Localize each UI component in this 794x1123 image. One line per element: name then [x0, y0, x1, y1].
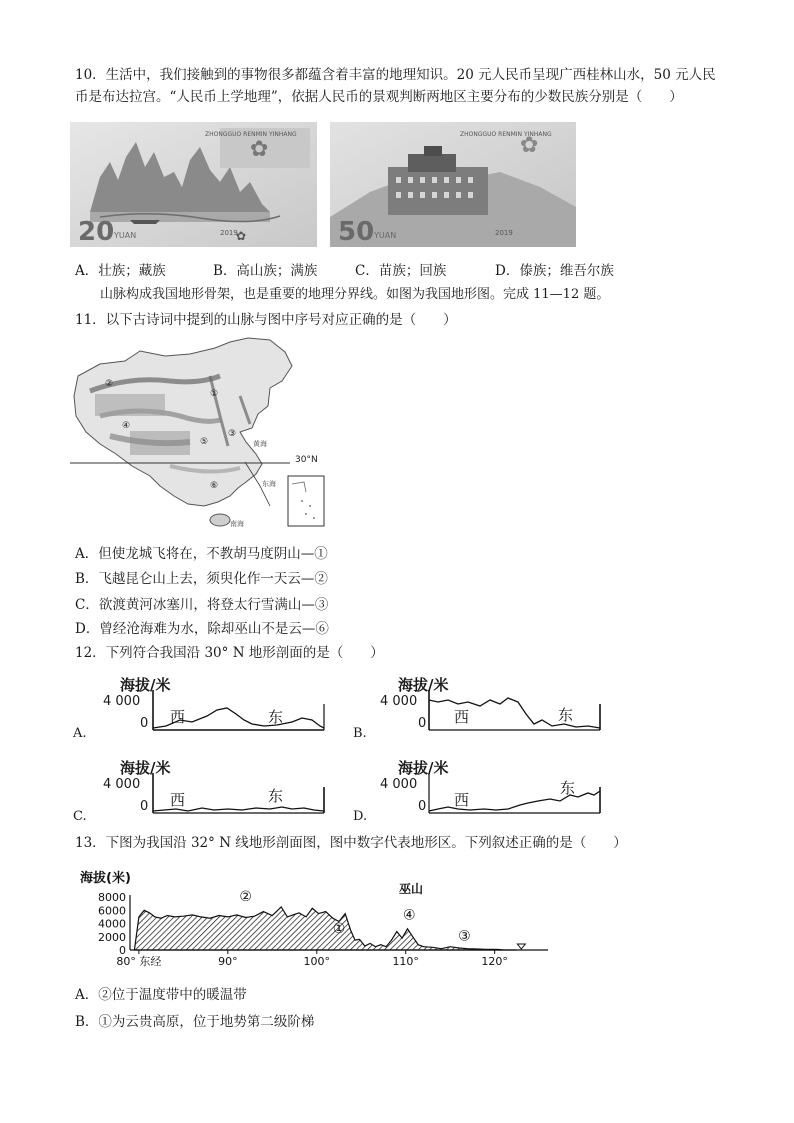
q13-xtick-label: 80° 东经: [116, 955, 162, 968]
q10-line2: 币是布达拉宫。“人民币上学地理”，依据人民币的景观判断两地区主要分布的少数民族分别是（ ）: [75, 89, 683, 105]
profile-a-ylabel: 海拔/米: [120, 676, 171, 694]
profile-a: [70, 672, 340, 742]
q13-wushan-label: 巫山: [399, 882, 424, 897]
q13-xtick-label: 90°: [218, 955, 238, 968]
q10-option-c: C．苗族；回族: [355, 263, 447, 279]
q10-option-a: A．壮族；藏族: [75, 263, 166, 279]
q13-ytick-label: 0: [119, 944, 126, 957]
profile-a-tick-high: 4 000: [103, 694, 141, 709]
profile-b-ylabel: 海拔/米: [398, 676, 449, 694]
profile-b-east: 东: [558, 706, 574, 724]
profile-b-tick-zero: 0: [418, 716, 427, 731]
intro-11-12: 山脉构成我国地形骨架，也是重要的地理分界线。如图为我国地形图。完成 11—12 题。: [100, 287, 610, 302]
banknote-50-figure: [330, 122, 576, 247]
q13-ytick-label: 4000: [98, 917, 126, 931]
svg-text:✿: ✿: [236, 229, 247, 243]
map-sea-yellow: 黄海: [253, 440, 267, 448]
note20-yuan: YUAN: [114, 231, 137, 240]
svg-text:✿: ✿: [520, 133, 539, 158]
map-number-1: ①: [210, 389, 219, 399]
q10-line1: 10．生活中，我们接触到的事物很多都蕴含着丰富的地理知识。20 元人民币呈现广西桂林山水，50 元人民: [75, 67, 716, 83]
q13-chart: [70, 862, 560, 974]
q11-option-a: A．但使龙城飞将在，不教胡马度阴山—①: [75, 546, 328, 562]
profile-d: [350, 755, 620, 825]
profile-d-ylabel: 海拔/米: [398, 759, 449, 777]
note50-year: 2019: [495, 229, 513, 237]
profile-c-west: 西: [170, 791, 186, 809]
q10-option-d: D．傣族；维吾尔族: [495, 263, 614, 279]
profile-a-tick-zero: 0: [140, 716, 149, 731]
note50-denom: 50: [338, 217, 375, 247]
profile-a-west: 西: [170, 708, 186, 726]
map-number-6: ⑥: [210, 481, 219, 491]
q10-option-b: B．高山族；满族: [213, 263, 318, 279]
map-number-3: ③: [228, 429, 237, 439]
profile-b-west: 西: [454, 708, 470, 726]
q13-ytick-label: 6000: [98, 904, 126, 918]
q13-region-number: ③: [458, 928, 471, 945]
note20-bank: ZHONGGUO RENMIN YINHANG: [205, 131, 297, 138]
q13-ytick-label: 8000: [98, 891, 126, 904]
q13-region-number: ④: [402, 907, 416, 924]
map-number-4: ④: [122, 421, 131, 431]
note20-year: 2019: [220, 229, 238, 237]
profile-b-letter: B.: [353, 726, 367, 741]
map-number-2: ②: [105, 379, 114, 389]
map-sea-east: 东海: [262, 480, 276, 488]
note50-yuan: YUAN: [374, 231, 397, 240]
q12-stem: 12．下列符合我国沿 30° N 地形剖面的是（ ）: [75, 645, 384, 661]
map-number-5: ⑤: [200, 437, 209, 447]
sea-level-marker: [517, 944, 525, 949]
note20-denom: 20: [78, 217, 115, 247]
profile-c-ylabel: 海拔/米: [120, 759, 171, 777]
q13-ytick-label: 2000: [98, 930, 126, 944]
q11-stem: 11．以下古诗词中提到的山脉与图中序号对应正确的是（ ）: [75, 312, 457, 328]
q11-option-d: D．曾经沧海难为水，除却巫山不是云—⑥: [75, 621, 329, 637]
profile-c-tick-high: 4 000: [103, 777, 141, 792]
profile-c-letter: C.: [73, 809, 87, 824]
profile-c-tick-zero: 0: [140, 799, 149, 814]
q13-option-b: B．①为云贵高原，位于地势第二级阶梯: [75, 1014, 315, 1030]
profile-a-letter: A.: [73, 726, 87, 741]
q10-options: [75, 262, 614, 280]
q13-xtick-label: 100°: [303, 955, 331, 968]
note50-bank: ZHONGGUO RENMIN YINHANG: [460, 131, 552, 138]
q13-region-number: ②: [239, 888, 252, 905]
profile-b: [350, 672, 620, 742]
profile-d-letter: D.: [353, 809, 368, 824]
q13-region-number: ①: [332, 920, 346, 937]
q13-profile-svg: [70, 862, 560, 974]
china-terrain-map: [70, 336, 328, 532]
profile-d-west: 西: [454, 791, 470, 809]
svg-text:✿: ✿: [250, 137, 269, 162]
q13-ylabel: 海拔(米): [80, 871, 131, 886]
q13-xtick-label: 120°: [481, 955, 508, 968]
q11-option-b: B．飞越昆仑山上去，须臾化作一天云—②: [75, 571, 328, 587]
map-sea-south: 南海: [230, 520, 244, 528]
profile-c: [70, 755, 340, 825]
q13-option-a: A．②位于温度带中的暖温带: [75, 987, 247, 1003]
q13-xtick-label: 110°: [392, 955, 419, 968]
profile-a-east: 东: [268, 708, 284, 726]
banknote-20-figure: [70, 122, 317, 247]
map-lat-30n: 30°N: [295, 455, 318, 465]
profile-d-tick-zero: 0: [418, 799, 427, 814]
profile-d-east: 东: [560, 779, 576, 797]
profile-c-east: 东: [268, 787, 284, 805]
profile-d-tick-high: 4 000: [380, 777, 418, 792]
q11-option-c: C．欲渡黄河冰塞川，将登太行雪满山—③: [75, 597, 329, 613]
profile-b-tick-high: 4 000: [380, 694, 418, 709]
q13-stem: 13．下图为我国沿 32° N 线地形剖面图，图中数字代表地形区。下列叙述正确的是（ ）: [75, 835, 627, 851]
